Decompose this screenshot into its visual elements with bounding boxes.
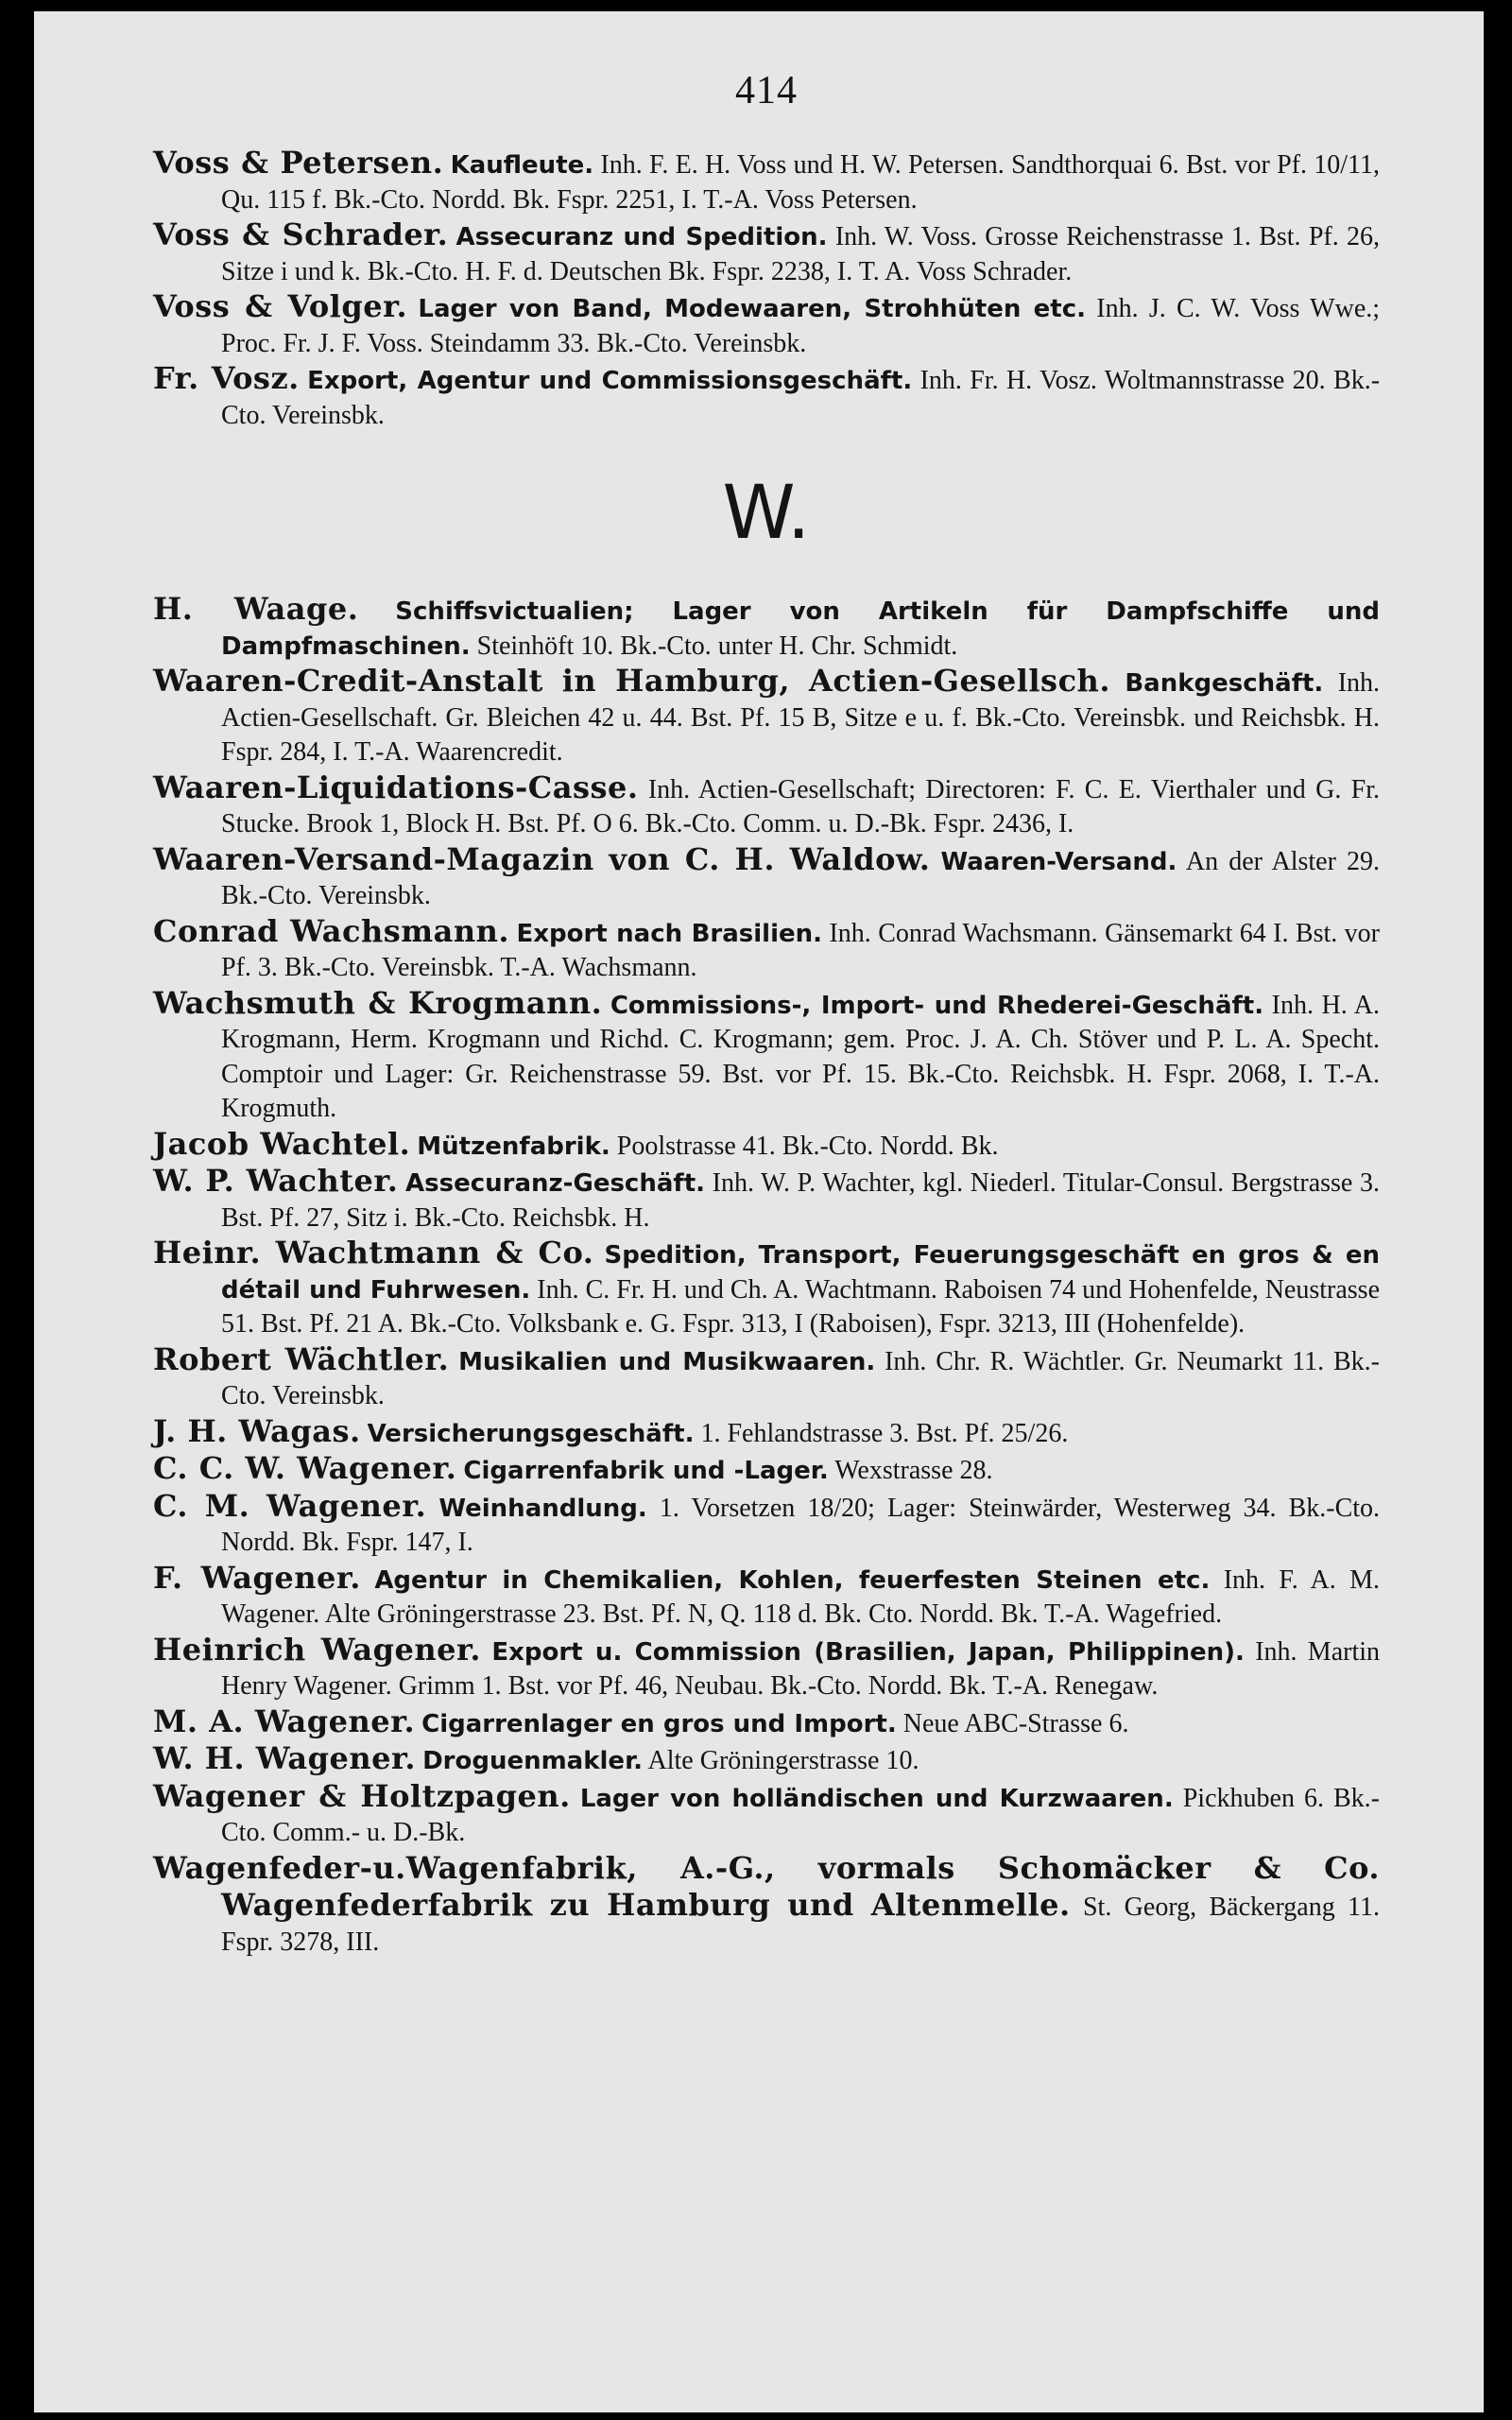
directory-entry <box>153 1236 1380 1342</box>
entry-details: Pickhuben 6. Bk.-Cto. Comm.- u. D.-Bk. <box>221 1783 1381 1847</box>
directory-entry <box>153 289 1380 361</box>
entry-name: W. P. Wachter. <box>153 1163 399 1199</box>
directory-entry <box>153 361 1380 433</box>
entry-name: M. A. Wagener. <box>153 1703 416 1739</box>
entry-details: Inh. Chr. R. Wächtler. Gr. Neumarkt 11. Bk.-Cto. Vereinsbk. <box>221 1346 1381 1410</box>
directory-entry <box>153 1451 1380 1489</box>
directory-entry <box>153 1561 1380 1633</box>
entry-business: Waaren-Versand. <box>940 847 1177 876</box>
entry-details: Inh. Actien-Gesellschaft. Gr. Bleichen 42 u. 44. Bst. Pf. 15 B, Sitze e u. f. Bk.-Cto. Vereinsbk. und Reichsbk. H. Fspr. 284, I. T.-A. Waarencredit. <box>221 668 1381 767</box>
entry-business: Spedition, Transport, Feuerungsgeschäft en gros & en détail und Fuhrwesen. <box>221 1241 1381 1305</box>
entry-details: Steinhöft 10. Bk.-Cto. unter H. Chr. Schmidt. <box>476 631 958 661</box>
directory-page <box>34 11 1484 2412</box>
directory-entry <box>153 217 1380 289</box>
entry-name: Heinrich Wagener. <box>153 1631 482 1668</box>
entry-name: Conrad Wachsmann. <box>153 912 510 949</box>
entry-business: Cigarrenlager en gros und Import. <box>421 1709 897 1738</box>
entry-business: Export u. Commission (Brasilien, Japan, Philippinen). <box>491 1637 1245 1667</box>
directory-entry <box>153 1633 1380 1704</box>
entry-details: Inh. Fr. H. Vosz. Woltmannstrasse 20. Bk.-Cto. Vereinsbk. <box>221 366 1381 430</box>
entry-name: Wagener & Holtzpagen. <box>153 1777 571 1814</box>
entry-business: Agentur in Chemikalien, Kohlen, feuerfesten Steinen etc. <box>374 1565 1211 1595</box>
directory-entry <box>153 1164 1380 1236</box>
entry-name: Voss & Volger. <box>153 288 408 324</box>
entry-details: Inh. F. E. H. Voss und H. W. Petersen. Sandthorquai 6. Bst. vor Pf. 10/11, Qu. 115 f. Bk.-Cto. Nordd. Bk. Fspr. 2251, I. T.-A. Voss Petersen. <box>221 150 1381 215</box>
entry-business: Export nach Brasilien. <box>516 919 823 948</box>
entry-business: Weinhandlung. <box>438 1494 647 1523</box>
directory-entry <box>153 1741 1380 1779</box>
directory-entry <box>153 1704 1380 1742</box>
entry-name: F. Wagener. <box>153 1559 361 1596</box>
directory-entry <box>153 842 1380 914</box>
entry-details: Inh. W. Voss. Grosse Reichenstrasse 1. Bst. Pf. 26, Sitze i und k. Bk.-Cto. H. F. d. Deutschen Bk. Fspr. 2238, I. T. A. Voss Schrader. <box>221 222 1381 286</box>
directory-entry <box>153 770 1380 842</box>
entry-name: Fr. Vosz. <box>153 360 300 396</box>
directory-entry <box>153 1342 1380 1414</box>
directory-entry <box>153 1414 1380 1452</box>
entry-name: Jacob Wachtel. <box>153 1125 411 1162</box>
section-letter: W. <box>722 471 811 556</box>
entry-name: H. Waage. <box>153 591 359 627</box>
entry-business: Bankgeschäft. <box>1125 669 1324 698</box>
entry-business: Export, Agentur und Commissionsgeschäft. <box>307 367 913 395</box>
entry-details: Alte Gröningerstrasse 10. <box>647 1746 919 1775</box>
directory-entry <box>153 914 1380 986</box>
entry-details: Inh. J. C. W. Voss Wwe.; Proc. Fr. J. F. Voss. Steindamm 33. Bk.-Cto. Vereinsbk. <box>221 294 1381 358</box>
entry-name: Voss & Petersen. <box>153 145 444 181</box>
entry-name: Robert Wächtler. <box>153 1340 450 1377</box>
entry-details: Inh. Conrad Wachsmann. Gänsemarkt 64 I. Bst. vor Pf. 3. Bk.-Cto. Vereinsbk. T.-A. Wachsmann. <box>221 918 1381 982</box>
entry-business: Assecuranz und Spedition. <box>455 223 828 251</box>
directory-entry <box>153 592 1380 664</box>
entry-name: Wagenfeder-u.Wagenfabrik, A.-G., vormals Schomäcker & Co. Wagenfederfabrik zu Hamburg und Altenmelle. <box>153 1849 1380 1923</box>
entry-details: Inh. W. P. Wachter, kgl. Niederl. Titular-Consul. Bergstrasse 3. Bst. Pf. 27, Sitz i. Bk.-Cto. Reichsbk. H. <box>221 1168 1380 1233</box>
entry-details: Inh. H. A. Krogmann, Herm. Krogmann und Richd. C. Krogmann; gem. Proc. J. A. Ch. Stöver und P. L. A. Specht. Comptoir und Lager: Gr. Reichenstrasse 59. Bst. vor Pf. 15. Bk.-Cto. Reichsbk. H. Fspr. 2068, I. T.-A. Krogmuth. <box>221 990 1381 1123</box>
entry-details: Poolstrasse 41. Bk.-Cto. Nordd. Bk. <box>616 1131 999 1161</box>
directory-entry <box>153 1779 1380 1851</box>
entry-name: W. H. Wagener. <box>153 1740 417 1776</box>
entry-business: Assecuranz-Geschäft. <box>405 1169 706 1198</box>
directory-entry <box>153 986 1380 1127</box>
directory-entry <box>153 1489 1380 1561</box>
directory-entry <box>153 1127 1380 1165</box>
page-number: 414 <box>735 69 798 112</box>
entry-name: Waaren-Versand-Magazin von C. H. Waldow. <box>153 840 931 877</box>
entry-business: Cigarrenfabrik und -Lager. <box>463 1457 829 1485</box>
entry-name: Heinr. Wachtmann & Co. <box>153 1235 594 1270</box>
entry-details: Inh. F. A. M. Wagener. Alte Gröningerstrasse 23. Bst. Pf. N, Q. 118 d. Bk. Cto. Nordd. Bk. T.-A. Wagefried. <box>221 1564 1381 1629</box>
directory-entry <box>153 664 1380 770</box>
entry-business: Lager von Band, Modewaaren, Strohhüten etc. <box>418 295 1087 323</box>
entry-business: Mützenfabrik. <box>417 1132 610 1161</box>
entry-name: Voss & Schrader. <box>153 216 449 252</box>
entry-details: Inh. Martin Henry Wagener. Grimm 1. Bst. vor Pf. 46, Neubau. Bk.-Cto. Nordd. Bk. T.-A. Renegaw. <box>221 1636 1381 1701</box>
entry-details: Inh. Actien-Gesellschaft; Directoren: F. C. E. Vierthaler und G. Fr. Stucke. Brook 1, Block H. Bst. Pf. O 6. Bk.-Cto. Comm. u. D.-Bk. Fspr. 2436, I. <box>221 774 1380 838</box>
entry-details: Wexstrasse 28. <box>834 1456 993 1485</box>
entry-name: Waaren-Liquidations-Casse. <box>153 769 639 805</box>
entry-name: J. H. Wagas. <box>153 1412 361 1449</box>
directory-entry <box>153 1851 1380 1961</box>
entry-name: Wachsmuth & Krogmann. <box>153 984 603 1021</box>
entry-business: Commissions-, Import- und Rhederei-Geschäft. <box>610 991 1264 1020</box>
entry-business: Versicherungsgeschäft. <box>367 1419 695 1448</box>
entry-name: C. C. W. Wagener. <box>153 1450 457 1486</box>
entry-business: Musikalien und Musikwaaren. <box>458 1347 876 1376</box>
entry-business: Kaufleute. <box>450 151 594 180</box>
entry-name: C. M. Wagener. <box>153 1487 427 1524</box>
entry-details: An der Alster 29. Bk.-Cto. Vereinsbk. <box>221 846 1380 910</box>
entry-details: 1. Vorsetzen 18/20; Lager: Steinwärder, Westerweg 34. Bk.-Cto. Nordd. Bk. Fspr. 147, I. <box>221 1493 1381 1557</box>
entry-details: Neue ABC-Strasse 6. <box>902 1708 1129 1738</box>
entry-business: Droguenmakler. <box>422 1747 644 1775</box>
entry-name: Waaren-Credit-Anstalt in Hamburg, Actien-Gesellsch. <box>153 663 1110 699</box>
entry-details: 1. Fehlandstrasse 3. Bst. Pf. 25/26. <box>700 1418 1069 1448</box>
entry-business: Lager von holländischen und Kurzwaaren. <box>579 1784 1174 1813</box>
entry-details: Inh. C. Fr. H. und Ch. A. Wachtmann. Raboisen 74 und Hohenfelde, Neustrasse 51. Bst. Pf. 21 A. Bk.-Cto. Volksbank e. G. Fspr. 313, I (Raboisen), Fspr. 3213, III (Hohenfelde). <box>221 1274 1381 1339</box>
entry-business: Schiffsvictualien; Lager von Artikeln für Dampfschiffe und Dampfmaschinen. <box>221 597 1380 661</box>
directory-entry <box>153 146 1380 217</box>
entry-details: St. Georg, Bäckergang 11. Fspr. 3278, III. <box>221 1893 1381 1957</box>
